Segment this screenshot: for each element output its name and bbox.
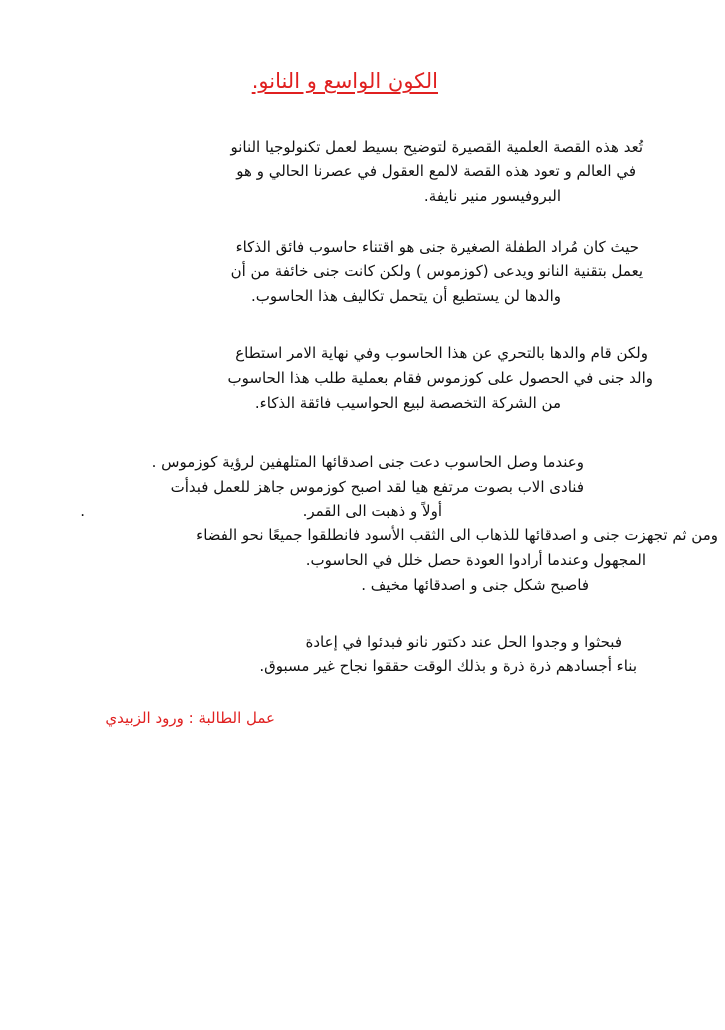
- paragraph-4-line-5: المجهول وعندما أرادوا العودة حصل خلل في الحاسوب.: [305, 551, 646, 569]
- paragraph-4-line-3: أولاً و ذهبت الى القمر.: [302, 502, 442, 520]
- paragraph-4-line-2: فنادى الاب بصوت مرتفع هيا لقد اصبح كوزموس جاهز للعمل فبدأت: [170, 478, 584, 496]
- document-title: الكون الواسع و النانو.: [251, 69, 438, 93]
- paragraph-3-line-2: والد جنى في الحصول على كوزموس فقام بعملية طلب هذا الحاسوب: [227, 369, 653, 387]
- paragraph-2-line-1: حيث كان مُراد الطفلة الصغيرة جنى هو اقتناء حاسوب فائق الذكاء: [235, 238, 639, 256]
- paragraph-5-line-2: بناء أجسادهم ذرة ذرة و بذلك الوقت حققوا نجاح غير مسبوق.: [259, 657, 637, 675]
- author-credit: عمل الطالبة : ورود الزبيدي: [105, 709, 275, 727]
- paragraph-3-line-3: من الشركة التخصصة لبيع الحواسيب فائقة الذكاء.: [254, 394, 561, 412]
- paragraph-1-line-3: البروفيسور منير نايفة.: [423, 187, 561, 205]
- paragraph-1-line-1: تُعد هذه القصة العلمية القصيرة لتوضيح بسيط لعمل تكنولوجيا النانو: [230, 138, 643, 156]
- paragraph-1-line-2: في العالم و تعود هذه القصة لالمع العقول في عصرنا الحالي و هو: [236, 162, 636, 180]
- paragraph-2-line-2: يعمل بتقنية النانو ويدعى (كوزموس ) ولكن كانت جنى خائفة من أن: [230, 262, 643, 280]
- paragraph-2-line-3: والدها لن يستطيع أن يتحمل تكاليف هذا الحاسوب.: [251, 287, 561, 305]
- paragraph-5-line-1: فبحثوا و وجدوا الحل عند دكتور نانو فبدئوا في إعادة: [305, 633, 622, 651]
- paragraph-4-line-6: فاصبح شكل جنى و اصدقائها مخيف .: [361, 576, 589, 594]
- paragraph-3-line-1: ولكن قام والدها بالتحري عن هذا الحاسوب وفي نهاية الامر استطاع: [235, 344, 648, 362]
- stray-dot: .: [80, 502, 85, 520]
- paragraph-4-line-1: وعندما وصل الحاسوب دعت جنى اصدقائها المتلهفين لرؤية كوزموس .: [151, 453, 584, 471]
- paragraph-4-line-4: ومن ثم تجهزت جنى و اصدقائها للذهاب الى الثقب الأسود فانطلقوا جميعًا نحو الفضاء: [196, 526, 718, 544]
